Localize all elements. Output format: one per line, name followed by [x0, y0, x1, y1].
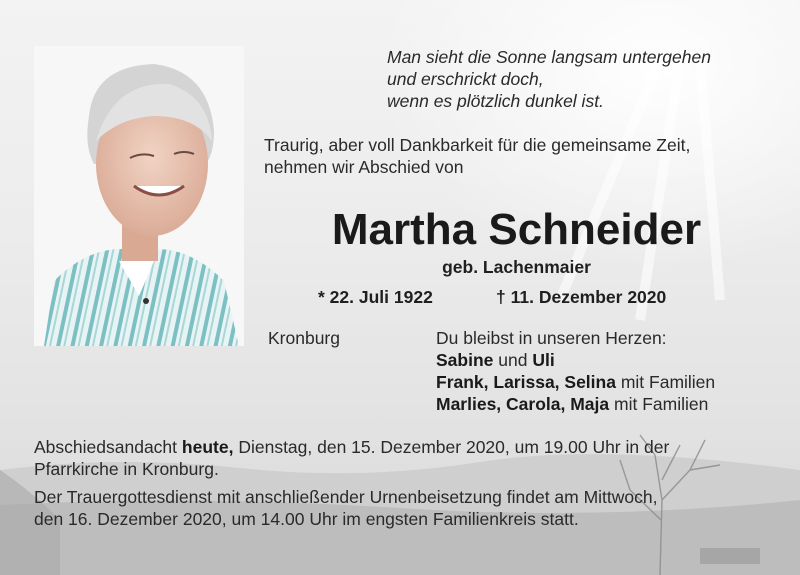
farewell-service-paragraph: [34, 436, 784, 480]
death-date: † 11. Dezember 2020: [496, 287, 667, 307]
poem-line: und erschrickt doch,: [387, 69, 544, 89]
intro-line: nehmen wir Abschied von: [264, 157, 464, 177]
mourners: [436, 327, 786, 415]
portrait-icon: [34, 46, 244, 346]
mourner-suffix: mit Familien: [620, 372, 716, 392]
funeral-service-paragraph: [34, 486, 784, 530]
deceased-name: Martha Schneider: [331, 205, 702, 254]
service-details: Dienstag, den 15. Dezember 2020, um 19.00 Uhr in der: [238, 437, 670, 457]
funeral-line: Der Trauergottesdienst mit anschließender Urnenbeisetzung findet am Mittwoch,: [34, 487, 658, 507]
intro-text: [264, 134, 789, 178]
birth-date: * 22. Juli 1922: [318, 287, 433, 307]
mourner-name: Sabine: [436, 350, 494, 370]
poem-line: Man sieht die Sonne langsam untergehen: [387, 47, 711, 67]
mourner-joiner: und: [498, 350, 528, 370]
service-info: [34, 436, 784, 536]
service-label: Abschiedsandacht: [34, 437, 178, 457]
mourner-names: Marlies, Carola, Maja: [436, 394, 610, 414]
mourner-names: Frank, Larissa, Selina: [436, 372, 616, 392]
funeral-line: den 16. Dezember 2020, um 14.00 Uhr im engsten Familienkreis statt.: [34, 509, 579, 529]
mourner-name: Uli: [532, 350, 555, 370]
mourners-row: [436, 349, 786, 371]
portrait-photo: [34, 46, 244, 346]
intro-line: Traurig, aber voll Dankbarkeit für die gemeinsame Zeit,: [264, 135, 691, 155]
maiden-name: geb. Lachenmaier: [442, 257, 591, 277]
poem-line: wenn es plötzlich dunkel ist.: [387, 91, 604, 111]
mourners-heading: Du bleibst in unseren Herzen:: [436, 328, 667, 348]
mourners-row: [436, 371, 786, 393]
life-dates: [318, 286, 778, 308]
mourners-row: [436, 393, 786, 415]
service-location: Pfarrkirche in Kronburg.: [34, 459, 219, 479]
service-today: heute,: [181, 437, 234, 457]
distant-house: [700, 548, 760, 564]
place: Kronburg: [268, 328, 340, 348]
poem: [387, 46, 787, 112]
mourner-suffix: mit Familien: [614, 394, 709, 414]
